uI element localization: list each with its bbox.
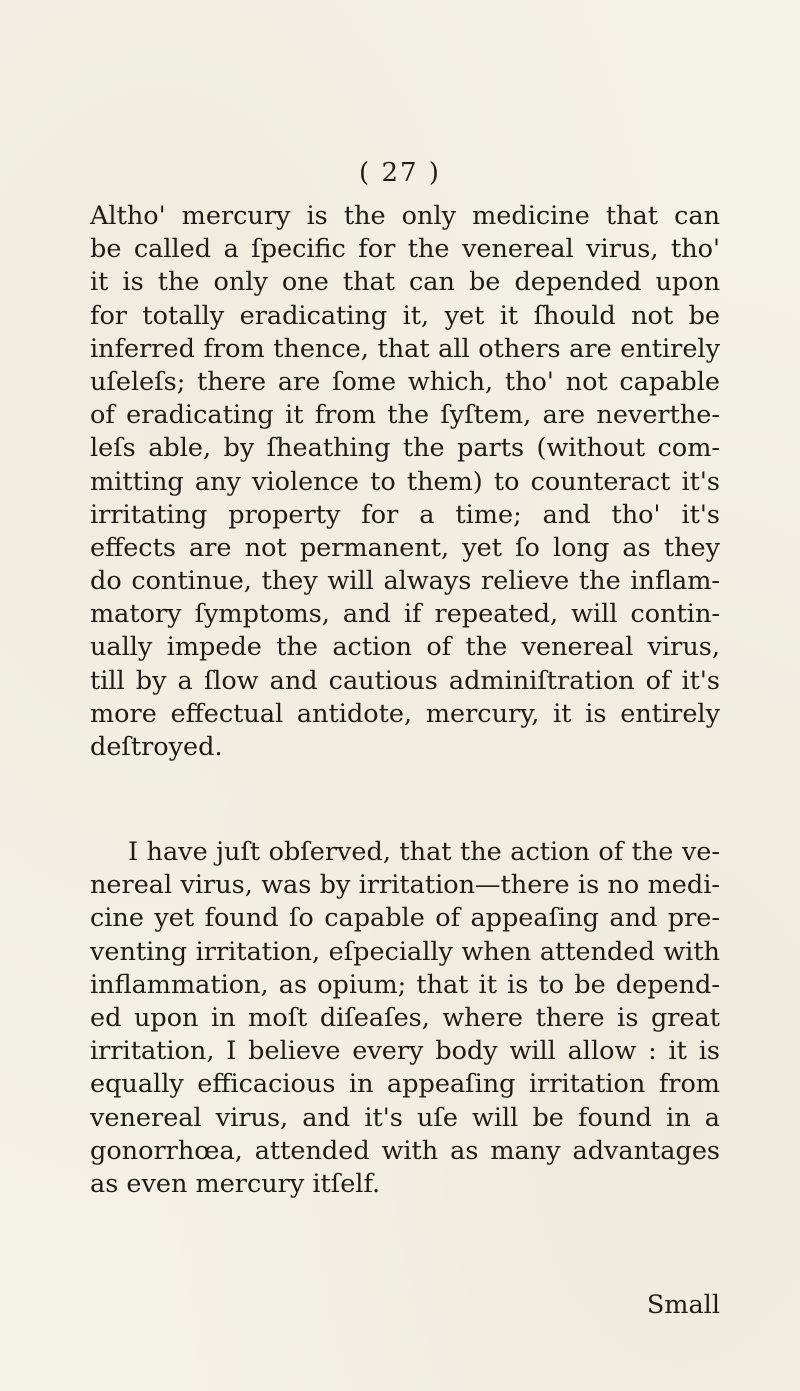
text-line: ually impede the action of the venereal virus, [90, 632, 720, 663]
text-line: as even mercury itſelf. [90, 1168, 381, 1199]
text-line: gonorrhœa, attended with as many advantages [90, 1135, 720, 1166]
text-line: more effectual antidote, mercury, it is entirely [90, 698, 720, 729]
text-line: uſeleſs; there are ſome which, tho' not capable [90, 366, 720, 397]
text-line: matory ſymptoms, and if repeated, will contin- [90, 599, 720, 630]
text-line: nereal virus, was by irritation—there is no medi- [90, 870, 720, 901]
paragraph-1 [90, 200, 720, 764]
text-line: leſs able, by ſheathing the parts (without com- [90, 433, 720, 464]
catchword: Small [646, 1290, 720, 1320]
text-line: inferred from thence, that all others are entirely [90, 333, 720, 364]
text-line: venereal virus, and it's uſe will be found in a [90, 1102, 720, 1133]
text-line: for totally eradicating it, yet it ſhould not be [90, 300, 720, 331]
text-line: I have juſt obſerved, that the action of the ve- [128, 837, 720, 867]
text-line: mitting any violence to them) to counteract it's [90, 466, 720, 497]
paragraph-2 [90, 836, 720, 1201]
text-line: inflammation, as opium; that it is to be depend- [90, 969, 720, 1000]
text-line: of eradicating it from the ſyſtem, are neverthe- [90, 400, 720, 431]
text-line: deſtroyed. [90, 732, 223, 762]
text-line: irritation, I believe every body will allow : it is [90, 1036, 720, 1067]
text-line: Altho' mercury is the only medicine that can [90, 201, 720, 231]
text-line: do continue, they will always relieve the inflam- [90, 566, 720, 597]
text-line: be called a ſpecific for the venereal virus, tho' [90, 234, 720, 265]
text-line: effects are not permanent, yet ſo long as they [90, 532, 720, 563]
page-number: ( 27 ) [359, 158, 441, 188]
text-line: it is the only one that can be depended upon [90, 267, 720, 298]
text-line: irritating property for a time; and tho' it's [90, 499, 720, 530]
text-line: equally efficacious in appeaſing irritation from [90, 1069, 720, 1100]
text-line: cine yet found ſo capable of appeaſing and pre- [90, 903, 720, 934]
text-line: venting irritation, eſpecially when attended with [90, 936, 720, 967]
text-line: ed upon in moſt diſeaſes, where there is great [90, 1002, 720, 1033]
text-line: till by a ſlow and cautious adminiſtration of it's [90, 665, 720, 696]
